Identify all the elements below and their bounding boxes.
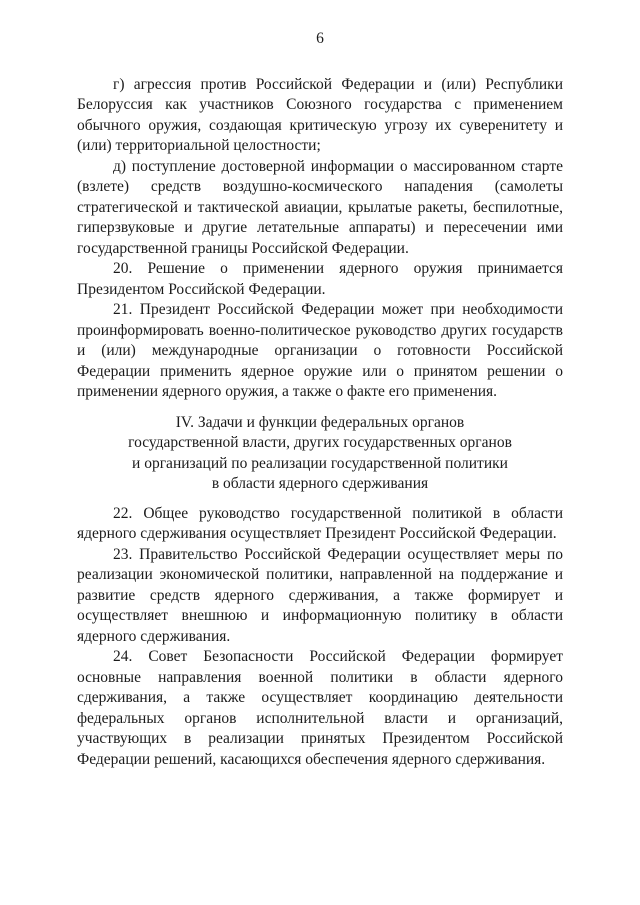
section-heading — [77, 413, 563, 495]
paragraph-24: 24. Совет Безопасности Российской Федерации формирует основные направления военной политики в области ядерного сдерживания, а также осуществляет координацию деятельности федеральных органов исполнительной власти и организаций, участвующих в реализации принятых Президентом Российской Федерации решений, касающихся обеспечения ядерного сдерживания. — [77, 648, 563, 768]
section-heading-line: и организаций по реализации государственной политики — [132, 454, 508, 472]
paragraph-23: 23. Правительство Российской Федерации осуществляет меры по реализации экономической политики, направленной на поддержание и развитие средств ядерного сдерживания, а также формирует и осуществляет внешнюю и информационную политику в области ядерного сдерживания. — [77, 545, 563, 645]
page-number: 6 — [316, 30, 324, 47]
section-heading-line: в области ядерного сдерживания — [211, 475, 429, 492]
paragraph-21: 21. Президент Российской Федерации может при необходимости проинформировать военно-политическое руководство других государств и (или) международные организации о готовности Российской Федерации применить ядерное оружие или о принятом решении о применении ядерного оружия, а также о факте его применения. — [77, 301, 563, 400]
section-heading-line: IV. Задачи и функции федеральных органов — [175, 413, 465, 431]
paragraph-20: 20. Решение о применении ядерного оружия принимается Президентом Российской Федерации. — [77, 260, 563, 298]
paragraph-item-d: д) поступление достоверной информации о массированном старте (взлете) средств воздушно-космического нападения (самолеты стратегической и тактической авиации, крылатые ракеты, беспилотные, гиперзвуковые и другие летательные аппараты) и пересечении ими государственной границы Российской Федерации. — [77, 157, 563, 257]
paragraph-22: 22. Общее руководство государственной политикой в области ядерного сдерживания осуществляет Президент Российской Федерации. — [77, 504, 563, 542]
paragraph-item-g: г) агрессия против Российской Федерации и (или) Республики Белоруссия как участников Союзного государства с применением обычного оружия, создающая критическую угрозу их суверенитету и (или) территориальной целостности; — [77, 75, 563, 154]
section-heading-line: государственной власти, других государственных органов — [128, 434, 512, 451]
